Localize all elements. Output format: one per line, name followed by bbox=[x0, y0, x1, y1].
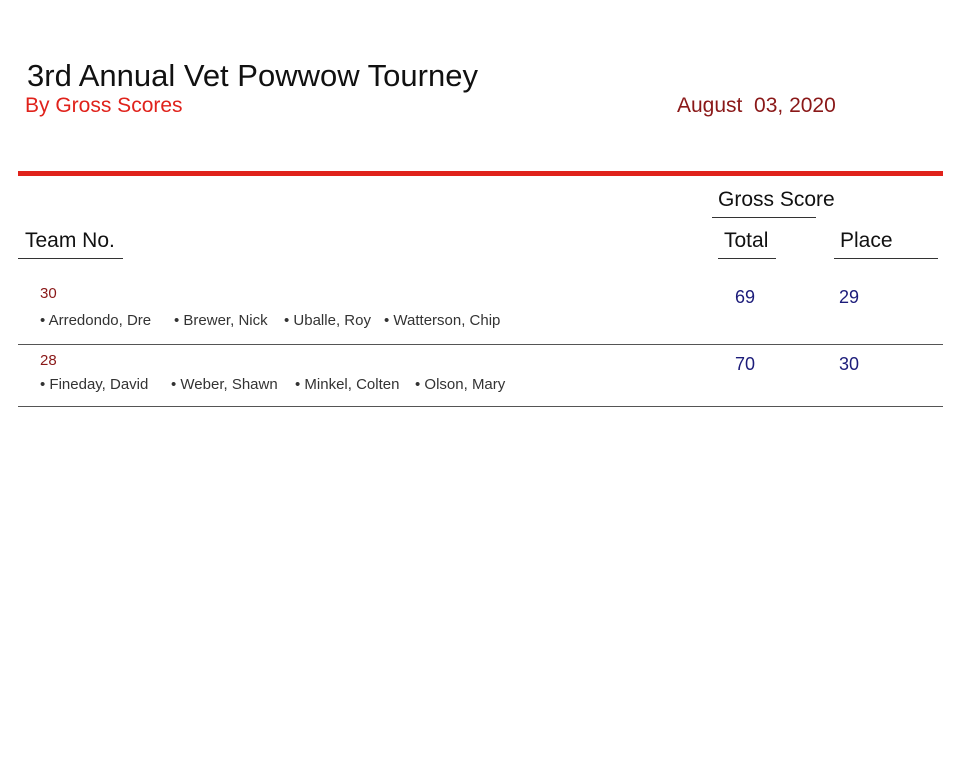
row-divider bbox=[18, 344, 943, 345]
gross-score-underline bbox=[712, 217, 816, 218]
team-member: • Weber, Shawn bbox=[171, 376, 278, 393]
team-member: • Olson, Mary bbox=[415, 376, 506, 393]
place-underline bbox=[834, 258, 938, 259]
team-member: • Uballe, Roy bbox=[284, 312, 371, 329]
place-header: Place bbox=[840, 229, 893, 252]
team-total-score: 70 bbox=[735, 354, 756, 374]
team-place: 29 bbox=[839, 287, 860, 307]
header-divider bbox=[18, 171, 943, 176]
team-member: • Minkel, Colten bbox=[295, 376, 400, 393]
team-members bbox=[40, 312, 540, 330]
report-subtitle: By Gross Scores bbox=[25, 94, 183, 117]
report-title: 3rd Annual Vet Powwow Tourney bbox=[27, 58, 478, 93]
team-member: • Watterson, Chip bbox=[384, 312, 501, 329]
team-no-underline bbox=[18, 258, 123, 259]
team-number: 30 bbox=[40, 285, 57, 302]
team-member: • Brewer, Nick bbox=[174, 312, 268, 329]
team-members bbox=[40, 376, 540, 394]
total-underline bbox=[718, 258, 776, 259]
team-place: 30 bbox=[839, 354, 860, 374]
team-no-header: Team No. bbox=[25, 229, 115, 252]
row-divider bbox=[18, 406, 943, 407]
gross-score-group-header: Gross Score bbox=[718, 188, 835, 211]
team-number: 28 bbox=[40, 352, 57, 369]
report-date: August 03, 2020 bbox=[677, 94, 836, 117]
team-member: • Fineday, David bbox=[40, 376, 149, 393]
total-header: Total bbox=[724, 229, 769, 252]
team-total-score: 69 bbox=[735, 287, 756, 307]
team-member: • Arredondo, Dre bbox=[40, 312, 152, 329]
